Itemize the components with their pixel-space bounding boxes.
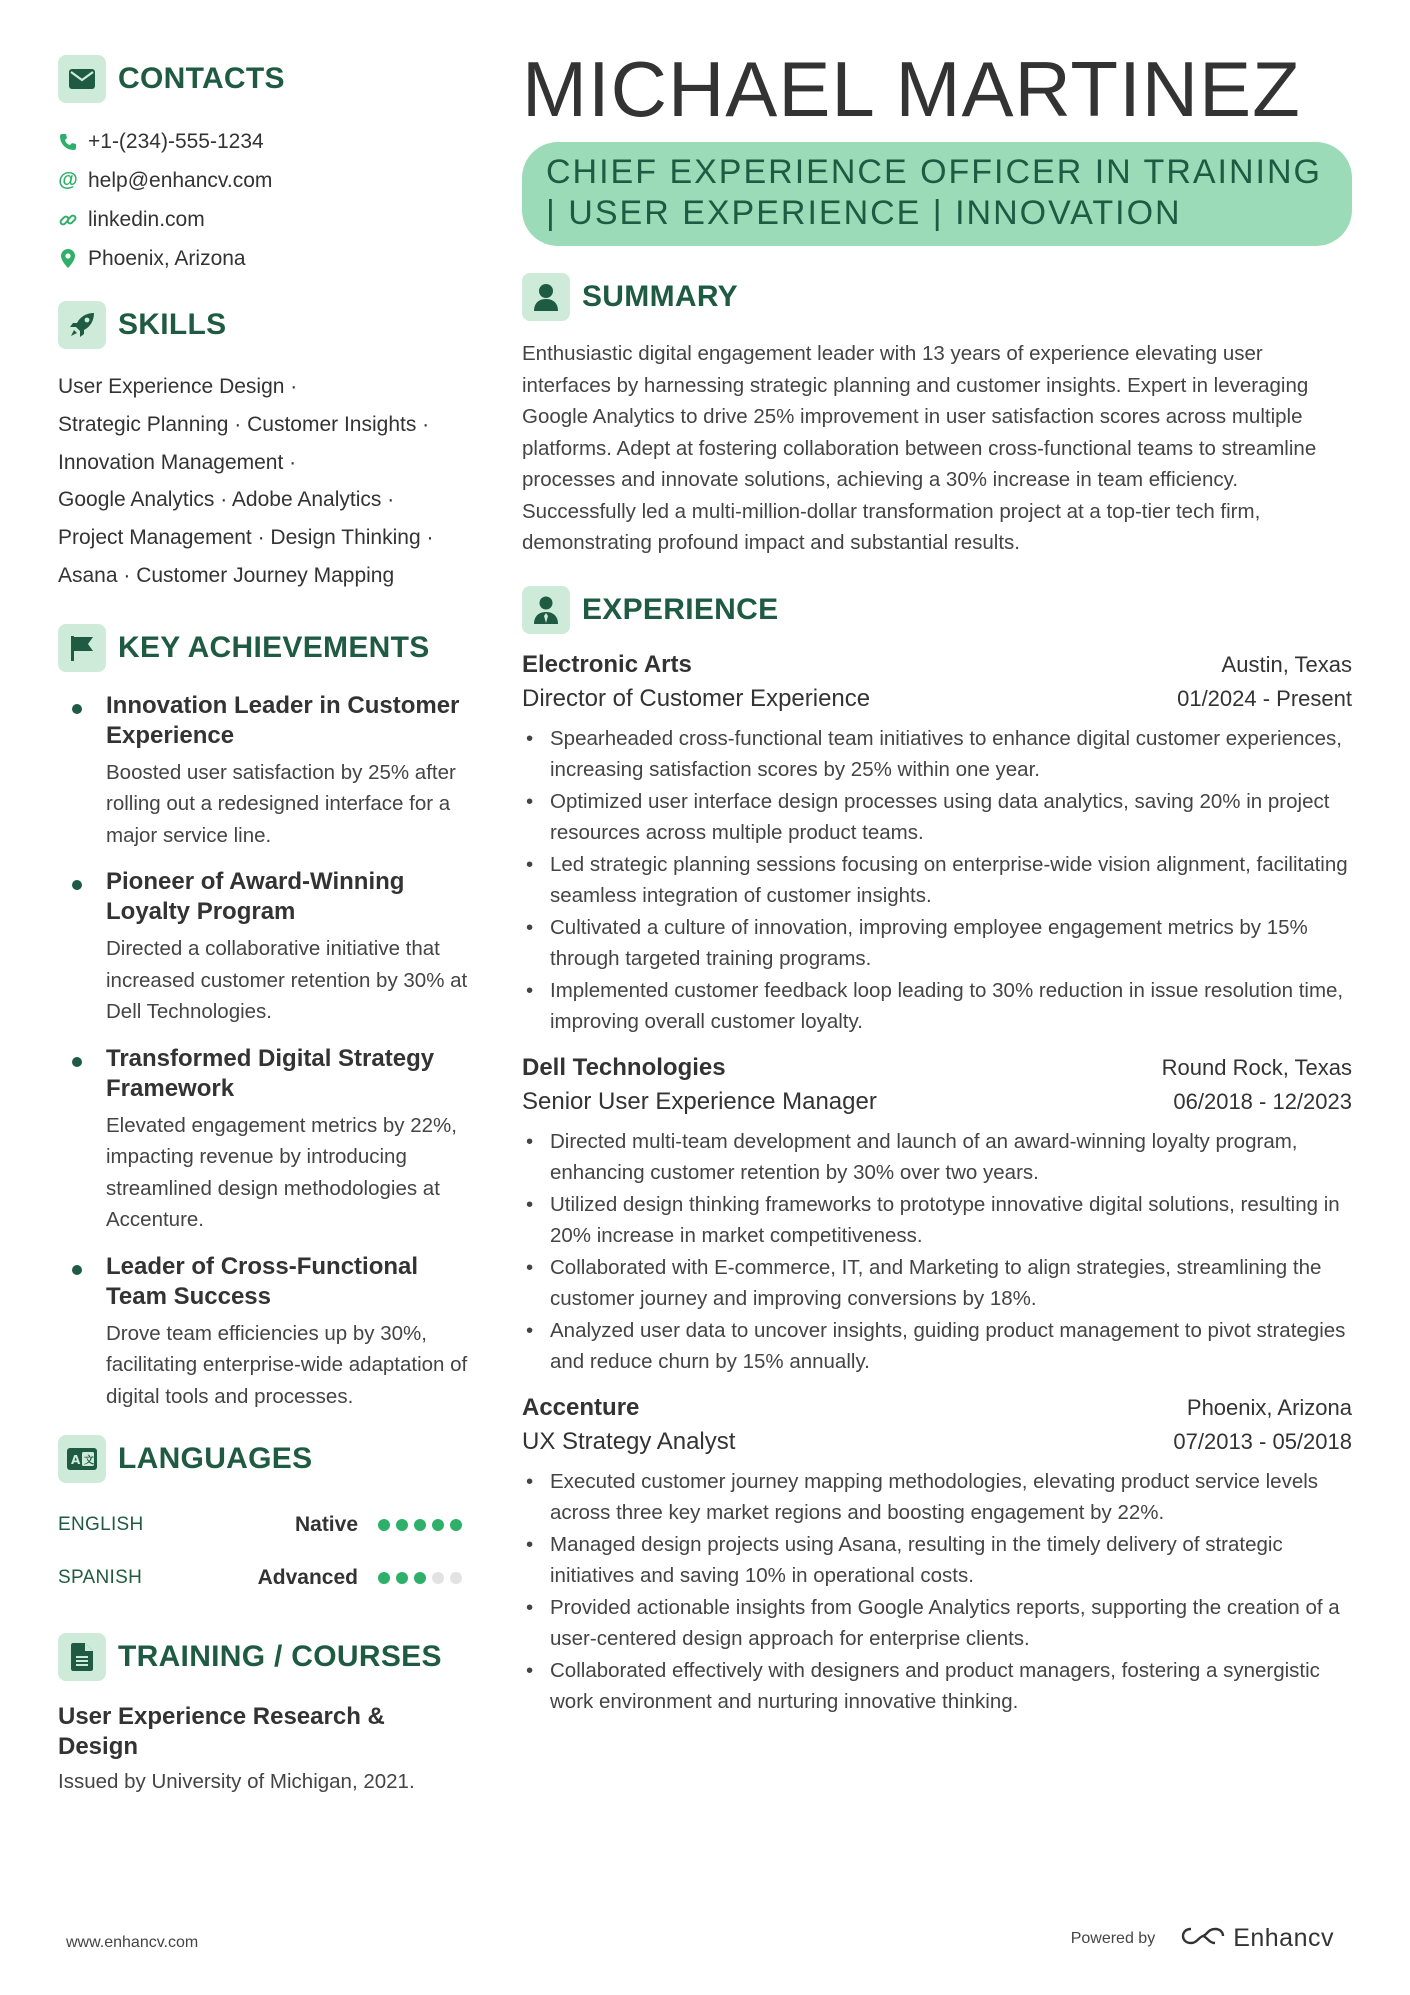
job-dates: 01/2024 - Present (1177, 685, 1352, 711)
phone-icon (58, 133, 78, 151)
experience-heading: EXPERIENCE (582, 592, 779, 626)
location-text: Phoenix, Arizona (88, 246, 246, 270)
achievements-header (58, 623, 468, 673)
job-bullet: • Implemented customer feedback loop leading to 30% reduction in issue resolution time, improving overall customer loyalty. (522, 975, 1352, 1038)
location-pin-icon (58, 249, 78, 268)
job-entry (522, 1054, 1352, 1378)
email-text[interactable]: help@enhancv.com (88, 168, 273, 192)
job-bullet: • Utilized design thinking frameworks to prototype innovative digital solutions, resulting in 20% increase in market competitiveness. (522, 1189, 1352, 1252)
right-column (522, 46, 1352, 1718)
job-role: Director of Customer Experience (522, 684, 871, 712)
rocket-icon (58, 301, 106, 349)
candidate-name: MICHAEL MARTINEZ (522, 45, 1301, 133)
proficiency-dot-filled (396, 1572, 408, 1584)
achievement-item (58, 1252, 468, 1413)
document-icon (58, 1633, 106, 1681)
summary-heading: SUMMARY (582, 280, 738, 313)
enhancv-brand: Enhancv (1233, 1924, 1334, 1952)
language-row (58, 1498, 468, 1551)
proficiency-dot-filled (378, 1572, 390, 1584)
job-role: UX Strategy Analyst (522, 1427, 736, 1455)
job-location: Phoenix, Arizona (1186, 1394, 1352, 1420)
proficiency-dot-filled (378, 1519, 390, 1531)
title-band (522, 142, 1352, 246)
job-bullet: • Managed design projects using Asana, resulting in the timely delivery of strategic initiatives and saving 10% in operational costs. (522, 1529, 1352, 1592)
skill-line: Innovation Management · (58, 450, 297, 474)
job-dates: 07/2013 - 05/2018 (1173, 1428, 1352, 1454)
skills-list (58, 368, 468, 595)
company-name: Accenture (522, 1393, 640, 1421)
svg-text:文: 文 (84, 1455, 94, 1467)
proficiency-dot-filled (396, 1519, 408, 1531)
achievement-item (58, 691, 468, 852)
skill-line: Asana · Customer Journey Mapping (58, 563, 395, 587)
languages-heading: LANGUAGES (118, 1442, 313, 1476)
job-bullet: • Analyzed user data to uncover insights, guiding product management to pivot strategies and reduce churn by 15% annually. (522, 1315, 1352, 1378)
user-tie-icon (522, 586, 570, 634)
skill-line: User Experience Design · (58, 375, 298, 398)
training-header (58, 1632, 468, 1682)
language-name: SPANISH (58, 1566, 143, 1588)
skill-line: Strategic Planning · Customer Insights · (58, 412, 430, 436)
languages-header (58, 1434, 468, 1484)
proficiency-dots (378, 1519, 468, 1531)
language-level: Native (294, 1512, 358, 1536)
skill-line: Project Management · Design Thinking · (58, 526, 434, 550)
job-bullets (522, 723, 1352, 1038)
language-name: ENGLISH (58, 1513, 144, 1535)
job-bullet: • Directed multi-team development and launch of an award-winning loyalty program, enhancing customer retention by 30% over two years. (522, 1126, 1352, 1189)
job-dates: 06/2018 - 12/2023 (1173, 1088, 1352, 1114)
achievement-item (58, 867, 468, 1028)
flag-icon (58, 624, 106, 672)
language-row (58, 1551, 468, 1604)
job-title: CHIEF EXPERIENCE OFFICER IN TRAINING | USER EXPERIENCE | INNOVATION (546, 153, 1323, 232)
achievement-title: Transformed Digital Strategy Framework (106, 1044, 435, 1102)
footer-branding (1071, 1924, 1334, 1953)
job-bullet: • Cultivated a culture of innovation, improving employee engagement metrics by 15% through targeted training programs. (522, 912, 1352, 975)
contact-linkedin[interactable] (58, 200, 468, 239)
achievement-desc: Drove team efficiencies up by 30%, facilitating enterprise-wide adaptation of digital tools and processes. (106, 1321, 468, 1408)
left-column (58, 54, 468, 1794)
skill-line: Google Analytics · Adobe Analytics · (58, 488, 395, 512)
job-role: Senior User Experience Manager (522, 1087, 877, 1115)
job-entry (522, 1394, 1352, 1718)
footer-website[interactable]: www.enhancv.com (66, 1934, 199, 1951)
proficiency-dot-empty (432, 1572, 444, 1584)
achievement-desc: Directed a collaborative initiative that increased customer retention by 30% at Dell Technologies. (106, 937, 468, 1024)
proficiency-dot-filled (432, 1519, 444, 1531)
proficiency-dot-filled (450, 1519, 462, 1531)
job-bullet: • Collaborated effectively with designers and product managers, fostering a synergistic work environment and nurturing innovative thinking. (522, 1655, 1352, 1718)
contact-phone (58, 122, 468, 161)
bullet-dot-icon (72, 1265, 82, 1275)
summary-header (522, 272, 1352, 322)
achievements-heading: KEY ACHIEVEMENTS (118, 630, 430, 664)
job-bullets (522, 1126, 1352, 1378)
achievement-item (58, 1044, 468, 1236)
contacts-heading: CONTACTS (118, 62, 285, 95)
job-bullet: • Executed customer journey mapping methodologies, elevating product service levels across three key market regions and boosting engagement by 22%. (522, 1466, 1352, 1529)
phone-text: +1-(234)-555-1234 (88, 129, 264, 153)
skills-heading: SKILLS (118, 308, 227, 341)
language-level: Advanced (257, 1565, 358, 1589)
job-bullets (522, 1466, 1352, 1718)
company-name: Dell Technologies (522, 1053, 726, 1081)
bullet-dot-icon (72, 704, 82, 714)
achievements-list (58, 691, 468, 1413)
company-name: Electronic Arts (522, 650, 692, 678)
proficiency-dot-empty (450, 1572, 462, 1584)
user-icon (522, 273, 570, 321)
achievement-title: Leader of Cross-Functional Team Success (106, 1252, 419, 1310)
contact-email[interactable] (58, 161, 468, 200)
contact-location (58, 239, 468, 278)
skills-header (58, 300, 468, 350)
proficiency-dots (378, 1572, 468, 1584)
job-entry (522, 651, 1352, 1038)
job-location: Round Rock, Texas (1161, 1054, 1352, 1080)
summary-text: Enthusiastic digital engagement leader with 13 years of experience elevating user interfaces by harnessing strategic planning and customer insights. Expert in leveraging Google Analytics to drive 25% improvement in user satisfaction scores across multiple platforms. Adept at fostering collaboration between cross-functional teams to streamline processes and innovate solutions, achieving a 30% increase in team efficiency. Successfully led a multi-million-dollar transformation project at a top-tier tech firm, demonstrating profound impact and substantial results. (522, 342, 1317, 554)
achievement-title: Pioneer of Award-Winning Loyalty Program (106, 868, 405, 926)
powered-by-text: Powered by (1070, 1929, 1156, 1947)
experience-header (522, 585, 1352, 635)
job-bullet: • Led strategic planning sessions focusing on enterprise-wide vision alignment, facilitating seamless integration of customer insights. (522, 849, 1352, 912)
proficiency-dot-filled (414, 1572, 426, 1584)
contacts-list (58, 122, 468, 278)
training-title: User Experience Research & Design (58, 1703, 385, 1761)
enhancv-logo-icon (1181, 1925, 1225, 1952)
link-icon (58, 211, 78, 229)
job-bullet: • Spearheaded cross-functional team initiatives to enhance digital customer experiences, increasing satisfaction scores by 25% within one year. (522, 723, 1352, 786)
contacts-header (58, 54, 468, 104)
job-location: Austin, Texas (1221, 651, 1352, 677)
svg-text:A: A (71, 1453, 81, 1468)
achievement-title: Innovation Leader in Customer Experience (106, 691, 460, 749)
bullet-dot-icon (72, 1057, 82, 1067)
job-bullet: • Collaborated with E-commerce, IT, and Marketing to align strategies, streamlining the customer journey and improving conversions by 18%. (522, 1252, 1352, 1315)
languages-list (58, 1498, 468, 1604)
job-bullet: • Optimized user interface design processes using data analytics, saving 20% in project resources across multiple product teams. (522, 786, 1352, 849)
proficiency-dot-filled (414, 1519, 426, 1531)
job-bullet: • Provided actionable insights from Google Analytics reports, supporting the creation of a user-centered design approach for enterprise clients. (522, 1592, 1352, 1655)
envelope-icon (58, 55, 106, 103)
linkedin-text[interactable]: linkedin.com (88, 207, 205, 231)
training-heading: TRAINING / COURSES (118, 1640, 442, 1674)
achievement-desc: Elevated engagement metrics by 22%, impacting revenue by introducing streamlined design methodologies at Accenture. (106, 1113, 457, 1232)
achievement-desc: Boosted user satisfaction by 25% after rolling out a redesigned interface for a major service line. (106, 760, 456, 847)
translate-icon (58, 1435, 106, 1483)
at-icon: @ (58, 169, 78, 191)
bullet-dot-icon (72, 880, 82, 890)
training-desc: Issued by University of Michigan, 2021. (58, 1770, 415, 1794)
